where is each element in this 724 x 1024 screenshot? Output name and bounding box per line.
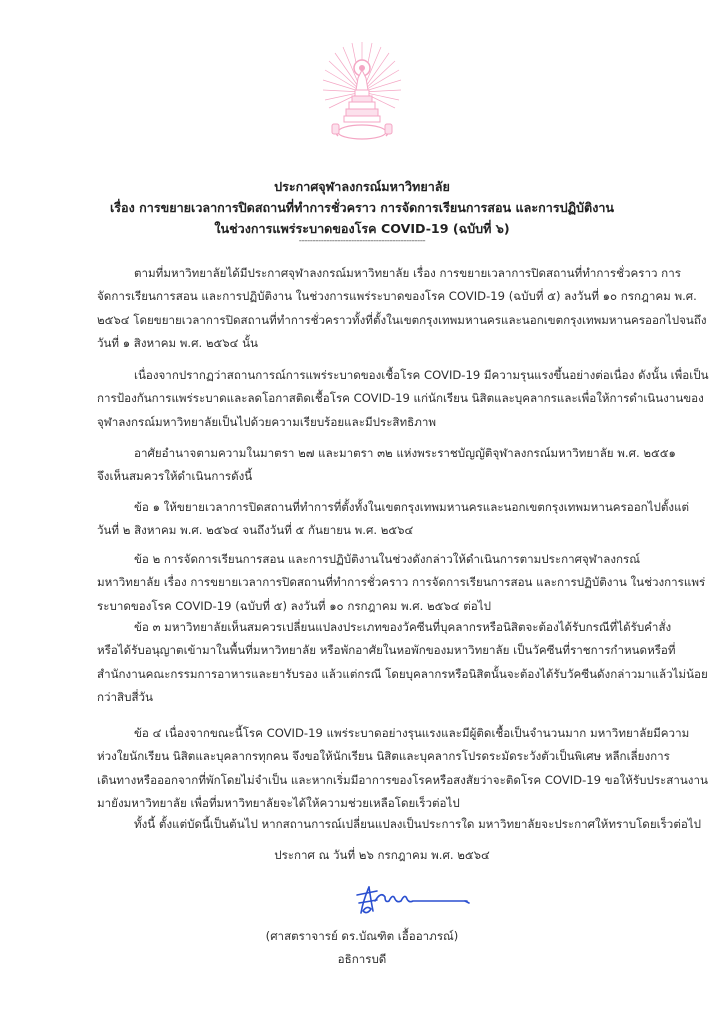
clause-3 bbox=[97, 616, 708, 710]
paragraph-line: วันที่ ๑ สิงหาคม พ.ศ. ๒๕๖๔ นั้น bbox=[97, 336, 258, 351]
chulalongkorn-emblem-icon bbox=[322, 40, 402, 152]
paragraph-line: ระบาดของโรค COVID-19 (ฉบับที่ ๕) ลงวันที่ ๑๐ กรกฎาคม พ.ศ. ๒๕๖๔ ต่อไป bbox=[97, 598, 491, 613]
paragraph-line: ข้อ ๒ การจัดการเรียนการสอน และการปฏิบัติงานในช่วงดังกล่าวให้ดำเนินการตามประกาศจุฬาลงกรณ์ bbox=[134, 552, 640, 566]
header-separator: ---------------------------------------------- bbox=[298, 236, 426, 246]
paragraph-line: เนื่องจากปรากฏว่าสถานการณ์การแพร่ระบาดของเชื้อโรค COVID-19 มีความรุนแรงขึ้นอย่างต่อเนื่อง ดังนั้น เพื่อเป็น bbox=[134, 368, 709, 382]
signer-title: อธิการบดี bbox=[337, 952, 387, 966]
handwritten-signature-icon bbox=[355, 883, 475, 923]
paragraph-line: ห่วงใยนักเรียน นิสิตและบุคลากรทุกคน จึงขอให้นักเรียน นิสิตและบุคลากรโปรดระมัดระวังตัวเป็นพิเศษ หลีกเลี่ยงการ bbox=[97, 749, 670, 764]
paragraph-background bbox=[97, 262, 707, 356]
paragraph-line: ข้อ ๑ ให้ขยายเวลาการปิดสถานที่ทำการที่ตั้งทั้งในเขตกรุงเทพมหานครและนอกเขตกรุงเทพมหานครออกไปตั้งแต่ bbox=[134, 500, 690, 514]
paragraph-line: การป้องกันการแพร่ระบาดและลดโอกาสติดเชื้อโรค COVID-19 แก่นักเรียน นิสิตและบุคลากรและเพื่อให้การดำเนินงานของ bbox=[97, 391, 704, 406]
paragraph-rationale bbox=[97, 364, 709, 434]
paragraph-line: เดินทางหรือออกจากที่พักโดยไม่จำเป็น และหากเริ่มมีอาการของโรคหรือสงสัยว่าจะติดโรค COVID-19 ขอให้รับประสานงาน bbox=[97, 772, 708, 787]
clause-4 bbox=[97, 722, 708, 816]
paragraph-line: ตามที่มหาวิทยาลัยได้มีประกาศจุฬาลงกรณ์มหาวิทยาลัย เรื่อง การขยายเวลาการปิดสถานที่ทำการชั่วคราว การ bbox=[134, 266, 681, 280]
paragraph-line: มายังมหาวิทยาลัย เพื่อที่มหาวิทยาลัยจะได้ให้ความช่วยเหลือโดยเร็วต่อไป bbox=[97, 796, 460, 811]
paragraph-line: ข้อ ๔ เนื่องจากขณะนี้โรค COVID-19 แพร่ระบาดอย่างรุนแรงและมีผู้ติดเชื้อเป็นจำนวนมาก มหาวิทยาลัยมีความ bbox=[134, 726, 690, 740]
paragraph-line: อาศัยอำนาจตามความในมาตรา ๒๗ และมาตรา ๓๒ แห่งพระราชบัญญัติจุฬาลงกรณ์มหาวิทยาลัย พ.ศ. ๒๕๕๑ bbox=[134, 446, 676, 460]
paragraph-line: จึงเห็นสมควรให้ดำเนินการดังนี้ bbox=[97, 469, 253, 484]
paragraph-line: ๒๕๖๔ โดยขยายเวลาการปิดสถานที่ทำการชั่วคราวทั้งที่ตั้งในเขตกรุงเทพมหานครและนอกเขตกรุงเทพมหานครออกไปจนถึง bbox=[97, 312, 707, 327]
paragraph-line: มหาวิทยาลัย เรื่อง การขยายเวลาการปิดสถานที่ทำการชั่วคราว การจัดการเรียนการสอน และการปฏิบัติงาน ในช่วงการแพร่ bbox=[97, 575, 706, 590]
signer-name: (ศาสตราจารย์ ดร.บัณฑิต เอื้ออาภรณ์) bbox=[265, 929, 459, 943]
clause-1 bbox=[97, 496, 690, 543]
paragraph-line: สำนักงานคณะกรรมการอาหารและยารับรอง แล้วแต่กรณี โดยบุคลากรหรือนิสิตนั้นจะต้องได้รับวัคซีนดังกล่าวมาแล้วไม่น้อย bbox=[97, 666, 708, 681]
announcement-subject-cont: ในช่วงการแพร่ระบาดของโรค COVID-19 (ฉบับที่ ๖) bbox=[214, 221, 510, 236]
announcement-date: ประกาศ ณ วันที่ ๒๖ กรกฎาคม พ.ศ. ๒๕๖๔ bbox=[274, 848, 490, 862]
paragraph-authority bbox=[97, 442, 676, 489]
paragraph-line: จัดการเรียนการสอน และการปฏิบัติงาน ในช่วงการแพร่ระบาดของโรค COVID-19 (ฉบับที่ ๕) ลงวันที่ ๑๐ กรกฎาคม พ.ศ. bbox=[97, 289, 697, 304]
paragraph-line: กว่าสิบสี่วัน bbox=[97, 690, 153, 705]
paragraph-line: วันที่ ๒ สิงหาคม พ.ศ. ๒๕๖๔ จนถึงวันที่ ๕ กันยายน พ.ศ. ๒๕๖๔ bbox=[97, 523, 414, 538]
paragraph-line: ข้อ ๓ มหาวิทยาลัยเห็นสมควรเปลี่ยนแปลงประเภทของวัคซีนที่บุคลากรหรือนิสิตจะต้องได้รับกรณีที่ได้รับคำสั่ง bbox=[134, 620, 672, 634]
paragraph-line: จุฬาลงกรณ์มหาวิทยาลัยเป็นไปด้วยความเรียบร้อยและมีประสิทธิภาพ bbox=[97, 414, 437, 429]
closing-statement: ทั้งนี้ ตั้งแต่บัดนี้เป็นต้นไป หากสถานการณ์เปลี่ยนแปลงเป็นประการใด มหาวิทยาลัยจะประกาศให้ทราบโดยเร็วต่อไป bbox=[134, 817, 701, 831]
announcement-title: ประกาศจุฬาลงกรณ์มหาวิทยาลัย bbox=[274, 179, 450, 194]
announcement-subject: เรื่อง การขยายเวลาการปิดสถานที่ทำการชั่วคราว การจัดการเรียนการสอน และการปฏิบัติงาน bbox=[109, 200, 615, 215]
paragraph-line: หรือได้รับอนุญาตเข้ามาในพื้นที่มหาวิทยาลัย หรือพักอาศัยในหอพักของมหาวิทยาลัย เป็นวัคซีนที่ราชการกำหนดหรือที่ bbox=[97, 643, 676, 658]
clause-2 bbox=[97, 548, 706, 618]
